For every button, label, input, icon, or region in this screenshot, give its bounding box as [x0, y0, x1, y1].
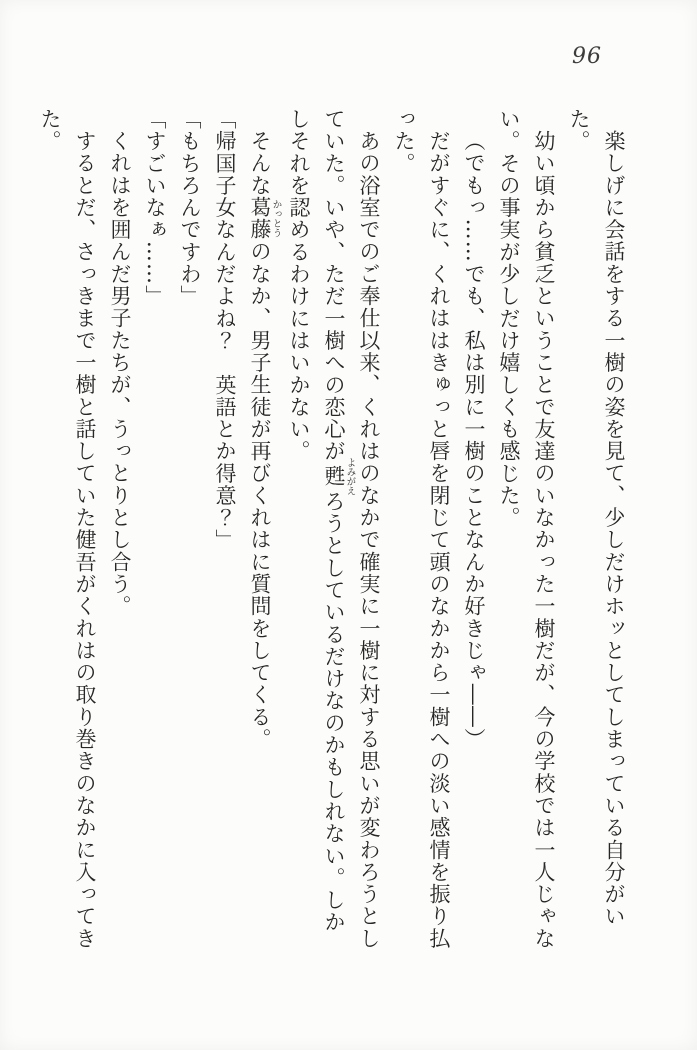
paragraph: （でもっ……でも、私は別に一樹のことなんか好きじゃ――） [462, 130, 486, 751]
ruby-annotated-word: 甦よみがえ [322, 457, 356, 496]
text-block [32, 108, 631, 952]
paragraph: くれはを囲んだ男子たちが、うっとりとし合う。 [108, 130, 132, 618]
paragraph: 「もちろんですわ」 [178, 108, 202, 308]
paragraph: だがすぐに、くれははきゅっと唇を閉じて頭のなかから一樹への淡い感情を振り払った。 [392, 108, 451, 950]
paragraph: あの浴室でのご奉仕以来、くれはのなかで確実に一樹に対する思いが変わろうとしていた。いや、ただ一樹への恋心が甦よみがえろうとしているだけなのかもしれない。しかしそれを認めるわけにはいかない。 [287, 108, 381, 950]
ruby-annotated-word: 葛藤かっとう [248, 196, 282, 241]
paragraph: そんな葛藤かっとうのなか、男子生徒が再びくれはに質問をしてくる。 [248, 130, 282, 751]
paragraph: 「すごいなぁ……」 [143, 108, 167, 308]
paragraph: 「帰国子女なんだよね？ 英語とか得意？」 [213, 108, 237, 551]
page-number: 96 [572, 44, 602, 69]
paragraph: 楽しげに会話をする一樹の姿を見て、少しだけホッとしてしまっている自分がいた。 [567, 108, 626, 928]
paragraph: するとだ、さっきまで一樹と話していた健吾がくれはの取り巻きのなかに入ってきた。 [38, 108, 97, 950]
paragraph: 幼い頃から貧乏ということで友達のいなかった一樹だが、今の学校では一人じゃない。その事実が少しだけ嬉しくも感じた。 [497, 108, 556, 950]
